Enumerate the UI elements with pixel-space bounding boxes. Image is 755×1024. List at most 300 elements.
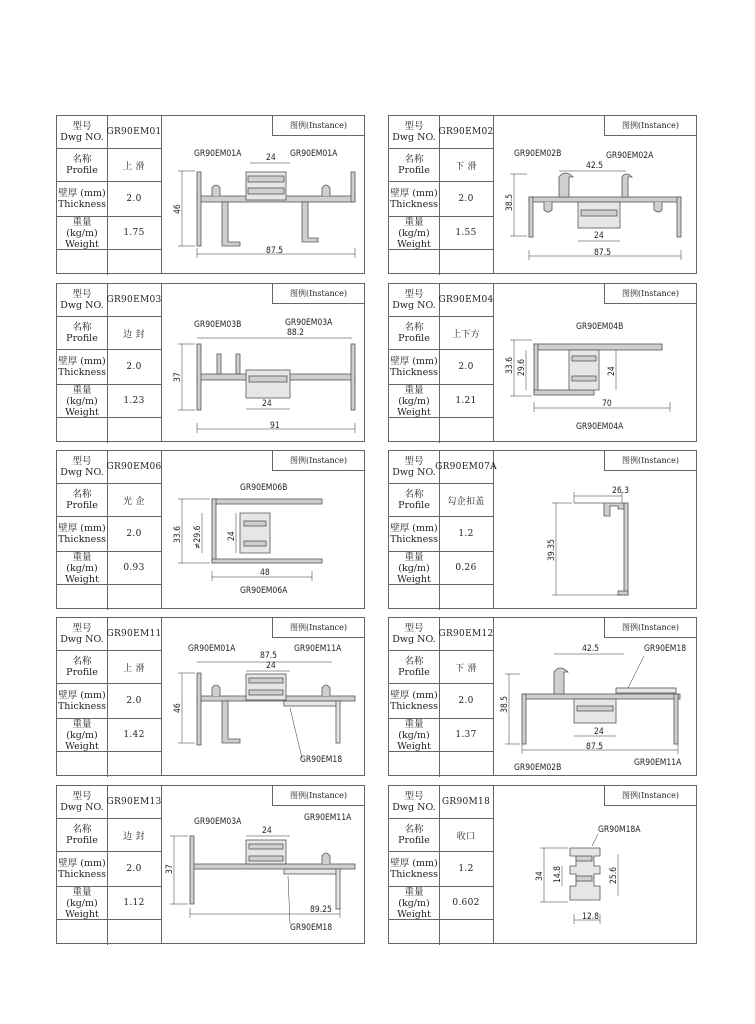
profile-section	[197, 344, 201, 410]
profile-value: 下 滑	[455, 161, 477, 172]
profile-section	[302, 202, 318, 242]
profile-section	[322, 853, 330, 864]
profile-section	[554, 668, 568, 694]
profile-section	[284, 869, 340, 874]
cross-section-svg	[494, 618, 697, 775]
part-label: GR90EM06A	[240, 586, 288, 596]
dwg-row	[57, 451, 161, 484]
spec-table	[57, 451, 162, 608]
profile-drawing	[162, 116, 365, 273]
profile-section	[572, 376, 596, 381]
profile-drawing	[494, 284, 697, 441]
dwg-cn-label: 型号	[404, 623, 424, 634]
profile-section	[212, 499, 216, 563]
spec-table	[389, 451, 497, 608]
profile-row	[389, 819, 493, 852]
thickness-value: 1.2	[458, 529, 474, 539]
blank-row	[57, 752, 161, 777]
thickness-en-label: Thickness	[57, 367, 107, 378]
weight-row	[57, 217, 161, 250]
weight-en-label: Weight	[65, 740, 99, 752]
thickness-en-label: Thickness	[389, 701, 439, 712]
weight-value: 1.12	[123, 898, 145, 908]
part-label: GR90EM04B	[576, 322, 624, 332]
thickness-value: 1.2	[458, 864, 474, 874]
profile-row	[57, 484, 161, 517]
dwg-row	[389, 116, 493, 149]
profile-section	[336, 869, 340, 909]
spec-table	[57, 618, 162, 775]
profile-en-label: Profile	[398, 165, 430, 176]
instance-caption: 图例(Instance)	[604, 283, 697, 304]
dimension-value: 38.5	[505, 193, 515, 211]
thickness-cn-label: 壁厚 (mm)	[390, 188, 438, 199]
dimension-value: 39.35	[547, 539, 557, 561]
profile-section	[522, 694, 526, 744]
dimension-value: 14.8	[553, 865, 563, 883]
dwg-cn-label: 型号	[404, 791, 424, 802]
dimension-value: 24	[262, 826, 272, 836]
profile-section	[222, 701, 240, 743]
profile-section	[212, 185, 220, 196]
dwg-en-label: Dwg NO.	[60, 132, 104, 143]
profile-row	[57, 317, 161, 350]
profile-section	[581, 210, 617, 216]
part-label: GR90EM01A	[194, 149, 242, 159]
profile-section	[322, 685, 330, 696]
weight-value: 1.42	[123, 730, 145, 740]
dimension-value: 24	[262, 399, 272, 409]
weight-en-label: Weight	[397, 573, 431, 585]
thickness-en-label: Thickness	[389, 534, 439, 545]
profile-value: 上 滑	[123, 663, 145, 674]
profile-value: 收口	[456, 831, 476, 842]
profile-value: 上下方	[452, 329, 480, 340]
profile-card	[56, 283, 365, 442]
profile-cn-label: 名称	[72, 489, 92, 500]
blank-row	[389, 250, 493, 275]
thickness-cn-label: 壁厚 (mm)	[58, 858, 106, 869]
weight-en-label: Weight	[397, 406, 431, 418]
instance-caption: 图例(Instance)	[604, 617, 697, 638]
weight-value: 1.21	[455, 396, 477, 406]
profile-section	[249, 690, 283, 695]
thickness-row	[389, 182, 493, 217]
weight-value: 0.26	[455, 563, 477, 573]
dimension-value: 87.5	[594, 248, 612, 258]
thickness-row	[57, 852, 161, 887]
weight-row	[389, 385, 493, 418]
thickness-row	[389, 684, 493, 719]
profile-card	[388, 115, 697, 274]
spec-table	[389, 116, 494, 273]
thickness-value: 2.0	[458, 696, 474, 706]
instance-caption: 图例(Instance)	[272, 283, 365, 304]
profile-row	[57, 149, 161, 182]
weight-cn-label: 重量 (kg/m)	[398, 384, 430, 407]
thickness-value: 2.0	[126, 194, 142, 204]
part-label: GR90EM11A	[304, 813, 352, 823]
profile-cn-label: 名称	[404, 824, 424, 835]
profile-section	[577, 706, 613, 711]
profile-card	[56, 115, 365, 274]
part-label: GR90EM02B	[514, 149, 562, 159]
profile-section	[559, 173, 573, 197]
dwg-en-label: Dwg NO.	[392, 467, 436, 478]
profile-section	[244, 521, 266, 526]
dimension-value: 91	[270, 421, 280, 431]
part-label: GR90EM03A	[194, 817, 242, 827]
weight-cn-label: 重量 (kg/m)	[66, 384, 98, 407]
profile-value: 下 滑	[455, 663, 477, 674]
dwg-en-label: Dwg NO.	[392, 300, 436, 311]
spec-table	[57, 786, 162, 943]
profile-row	[389, 149, 493, 182]
dwg-cn-label: 型号	[72, 121, 92, 132]
dwg-cn-label: 型号	[72, 623, 92, 634]
dimension-line	[592, 834, 598, 846]
weight-cn-label: 重量 (kg/m)	[66, 718, 98, 741]
profile-drawing	[494, 116, 697, 273]
dimension-value: 46	[173, 204, 183, 214]
profile-section	[336, 701, 340, 743]
profile-en-label: Profile	[66, 500, 98, 511]
profile-section	[576, 876, 592, 881]
weight-en-label: Weight	[65, 908, 99, 920]
dimension-value: 37	[165, 864, 175, 874]
blank-row	[389, 752, 493, 777]
dimension-value: 48	[260, 568, 270, 578]
dwg-value: GR90EM12	[438, 629, 494, 639]
dimension-value: 87.5	[260, 651, 278, 661]
instance-caption: 图例(Instance)	[604, 450, 697, 471]
profile-section	[522, 694, 680, 699]
spec-table	[57, 284, 162, 441]
profile-en-label: Profile	[398, 835, 430, 846]
profile-card	[56, 617, 365, 776]
thickness-row	[389, 517, 493, 552]
cross-section-svg	[494, 284, 697, 441]
thickness-en-label: Thickness	[57, 869, 107, 880]
profile-row	[389, 317, 493, 350]
thickness-row	[57, 517, 161, 552]
profile-section	[574, 503, 624, 516]
profile-section	[248, 188, 284, 194]
blank-row	[389, 418, 493, 443]
thickness-cn-label: 壁厚 (mm)	[58, 188, 106, 199]
profile-drawing	[162, 284, 365, 441]
blank-row	[57, 920, 161, 945]
part-label: GR90EM18	[300, 755, 343, 765]
dimension-line	[288, 876, 290, 924]
profile-section	[248, 176, 284, 182]
part-label: GR90EM18	[290, 923, 333, 933]
profile-en-label: Profile	[398, 333, 430, 344]
dimension-value: 87.5	[266, 246, 284, 256]
spec-table	[57, 116, 162, 273]
dwg-cn-label: 型号	[404, 121, 424, 132]
part-label: GR90M18A	[598, 825, 641, 835]
cross-section-svg	[494, 786, 697, 943]
weight-value: 0.93	[123, 563, 145, 573]
profile-section	[544, 202, 552, 212]
weight-en-label: Weight	[65, 573, 99, 585]
thickness-cn-label: 壁厚 (mm)	[390, 858, 438, 869]
thickness-value: 2.0	[126, 696, 142, 706]
profile-section	[351, 172, 355, 202]
thickness-row	[57, 684, 161, 719]
dwg-en-label: Dwg NO.	[60, 300, 104, 311]
profile-section	[534, 344, 538, 394]
instance-caption: 图例(Instance)	[604, 115, 697, 136]
profile-value: 光 企	[123, 496, 145, 507]
dimension-value: 33.6	[505, 356, 515, 374]
blank-row	[57, 585, 161, 610]
profile-section	[197, 172, 201, 246]
dwg-value: GR90EM07A	[435, 462, 497, 472]
dwg-row	[57, 284, 161, 317]
weight-cn-label: 重量 (kg/m)	[66, 551, 98, 574]
profile-row	[57, 819, 161, 852]
profile-cn-label: 名称	[72, 154, 92, 165]
dwg-value: GR90EM01	[106, 127, 162, 137]
profile-drawing	[494, 786, 697, 943]
instance-caption: 图例(Instance)	[272, 785, 365, 806]
weight-cn-label: 重量 (kg/m)	[66, 216, 98, 239]
dwg-en-label: Dwg NO.	[60, 802, 104, 813]
dwg-value: GR90M18	[441, 797, 491, 807]
profile-value: 勾企扣盖	[447, 496, 485, 507]
dimension-line	[628, 656, 644, 688]
thickness-row	[57, 182, 161, 217]
profile-section	[190, 836, 194, 904]
dimension-value: 24	[594, 231, 604, 241]
dwg-row	[389, 284, 493, 317]
cross-section-svg	[162, 786, 365, 943]
part-label: GR90EM01A	[290, 149, 338, 159]
profile-en-label: Profile	[66, 667, 98, 678]
cross-section-svg	[494, 116, 697, 273]
profile-section	[654, 202, 662, 212]
blank-row	[389, 585, 493, 610]
weight-value: 1.37	[455, 730, 477, 740]
profile-value: 上 滑	[123, 161, 145, 172]
weight-row	[389, 217, 493, 250]
dimension-value: 70	[602, 399, 612, 409]
part-label: GR90EM11A	[634, 758, 682, 768]
profile-section	[529, 197, 533, 237]
dwg-cn-label: 型号	[72, 289, 92, 300]
profile-section	[622, 174, 632, 197]
dimension-value: 12.8	[582, 912, 600, 922]
thickness-value: 2.0	[458, 362, 474, 372]
blank-row	[57, 418, 161, 443]
dwg-row	[389, 786, 493, 819]
dwg-cn-label: 型号	[72, 791, 92, 802]
dimension-value: 46	[173, 703, 183, 713]
dwg-value: GR90EM04	[438, 295, 494, 305]
dwg-en-label: Dwg NO.	[392, 132, 436, 143]
profile-cn-label: 名称	[404, 154, 424, 165]
dwg-row	[57, 116, 161, 149]
dimension-value: 42.5	[586, 161, 604, 171]
thickness-en-label: Thickness	[57, 534, 107, 545]
profile-drawing	[162, 451, 365, 608]
part-label: GR90EM11A	[294, 644, 342, 654]
profile-section	[322, 185, 330, 196]
profile-section	[244, 541, 266, 546]
weight-value: 1.23	[123, 396, 145, 406]
dwg-en-label: Dwg NO.	[60, 634, 104, 645]
thickness-cn-label: 壁厚 (mm)	[390, 356, 438, 367]
instance-caption: 图例(Instance)	[272, 617, 365, 638]
profile-card	[56, 450, 365, 609]
thickness-en-label: Thickness	[389, 199, 439, 210]
dwg-en-label: Dwg NO.	[60, 467, 104, 478]
weight-row	[57, 719, 161, 752]
profile-section	[222, 202, 240, 246]
part-label: GR90EM03B	[194, 320, 242, 330]
profile-section	[572, 356, 596, 361]
part-label: GR90EM02A	[606, 151, 654, 161]
profile-section	[529, 197, 681, 202]
profile-section	[534, 390, 594, 395]
thickness-en-label: Thickness	[57, 199, 107, 210]
blank-row	[57, 250, 161, 275]
instance-caption: 图例(Instance)	[272, 115, 365, 136]
spec-table	[389, 618, 494, 775]
profile-en-label: Profile	[66, 165, 98, 176]
dimension-value: 87.5	[586, 742, 604, 752]
profile-drawing	[494, 618, 697, 775]
part-label: GR90EM04A	[576, 422, 624, 432]
spec-table	[389, 284, 494, 441]
profile-value: 边 封	[123, 329, 145, 340]
dimension-value: 29.6	[517, 358, 527, 376]
part-label: GR90EM03A	[285, 318, 333, 328]
thickness-row	[389, 852, 493, 887]
weight-en-label: Weight	[397, 908, 431, 920]
weight-value: 1.55	[455, 228, 477, 238]
cross-section-svg	[162, 618, 365, 775]
dwg-en-label: Dwg NO.	[392, 802, 436, 813]
dimension-value: 24	[266, 153, 276, 163]
part-label: GR90EM18	[644, 644, 687, 654]
profile-en-label: Profile	[66, 333, 98, 344]
profile-section	[284, 701, 340, 706]
dwg-cn-label: 型号	[404, 456, 424, 467]
profile-en-label: Profile	[398, 500, 430, 511]
dwg-en-label: Dwg NO.	[392, 634, 436, 645]
weight-en-label: Weight	[65, 238, 99, 250]
weight-en-label: Weight	[397, 238, 431, 250]
dimension-value: 42.5	[582, 644, 600, 654]
profile-card	[388, 785, 697, 944]
weight-cn-label: 重量 (kg/m)	[398, 551, 430, 574]
dimension-value: 24	[266, 661, 276, 671]
dwg-value: GR90EM13	[106, 797, 162, 807]
thickness-en-label: Thickness	[389, 869, 439, 880]
profile-section	[246, 370, 290, 398]
dwg-row	[389, 451, 497, 484]
thickness-value: 2.0	[126, 362, 142, 372]
weight-cn-label: 重量 (kg/m)	[398, 718, 430, 741]
dimension-value: 26.3	[612, 486, 630, 496]
dimension-value: 89.25	[310, 905, 332, 915]
profile-cn-label: 名称	[404, 489, 424, 500]
weight-cn-label: 重量 (kg/m)	[398, 886, 430, 909]
dwg-value: GR90EM11	[106, 629, 162, 639]
weight-row	[57, 887, 161, 920]
profile-section	[190, 864, 355, 869]
thickness-cn-label: 壁厚 (mm)	[58, 356, 106, 367]
cross-section-svg	[162, 451, 365, 608]
profile-drawing	[162, 786, 365, 943]
profile-section	[576, 856, 592, 861]
dwg-cn-label: 型号	[72, 456, 92, 467]
thickness-row	[57, 350, 161, 385]
spec-table	[389, 786, 494, 943]
dimension-line	[290, 708, 302, 758]
profile-en-label: Profile	[66, 835, 98, 846]
dimension-value: 24	[227, 531, 237, 541]
thickness-cn-label: 壁厚 (mm)	[58, 690, 106, 701]
profile-cn-label: 名称	[404, 322, 424, 333]
thickness-en-label: Thickness	[57, 701, 107, 712]
profile-section	[217, 354, 221, 374]
profile-section	[534, 344, 662, 350]
weight-en-label: Weight	[397, 740, 431, 752]
profile-en-label: Profile	[398, 667, 430, 678]
profile-section	[677, 197, 681, 237]
thickness-cn-label: 壁厚 (mm)	[58, 523, 106, 534]
profile-section	[674, 694, 678, 744]
dimension-value: 88.2	[287, 328, 305, 338]
profile-row	[389, 651, 493, 684]
blank-row	[389, 920, 493, 945]
profile-cn-label: 名称	[72, 656, 92, 667]
cross-section-svg	[494, 451, 697, 608]
profile-section	[212, 559, 322, 563]
dimension-value: 33.6	[173, 525, 183, 543]
dwg-row	[389, 618, 493, 651]
profile-section	[351, 344, 355, 410]
weight-cn-label: 重量 (kg/m)	[398, 216, 430, 239]
profile-section	[616, 688, 676, 693]
weight-row	[389, 887, 493, 920]
profile-section	[624, 503, 628, 595]
instance-caption: 图例(Instance)	[272, 450, 365, 471]
weight-value: 1.75	[123, 228, 145, 238]
cross-section-svg	[162, 116, 365, 273]
cross-section-svg	[162, 284, 365, 441]
profile-card	[388, 617, 697, 776]
part-label: GR90EM01A	[188, 644, 236, 654]
dwg-value: GR90EM06	[106, 462, 162, 472]
profile-drawing	[494, 451, 697, 608]
profile-section	[240, 513, 270, 553]
profile-section	[212, 685, 220, 696]
profile-row	[57, 651, 161, 684]
profile-card	[388, 283, 697, 442]
instance-caption: 图例(Instance)	[604, 785, 697, 806]
profile-value: 边 封	[123, 831, 145, 842]
profile-section	[197, 673, 201, 745]
dwg-cn-label: 型号	[404, 289, 424, 300]
profile-section	[249, 376, 287, 382]
profile-section	[249, 678, 283, 683]
dimension-value: 25.6	[609, 866, 619, 884]
